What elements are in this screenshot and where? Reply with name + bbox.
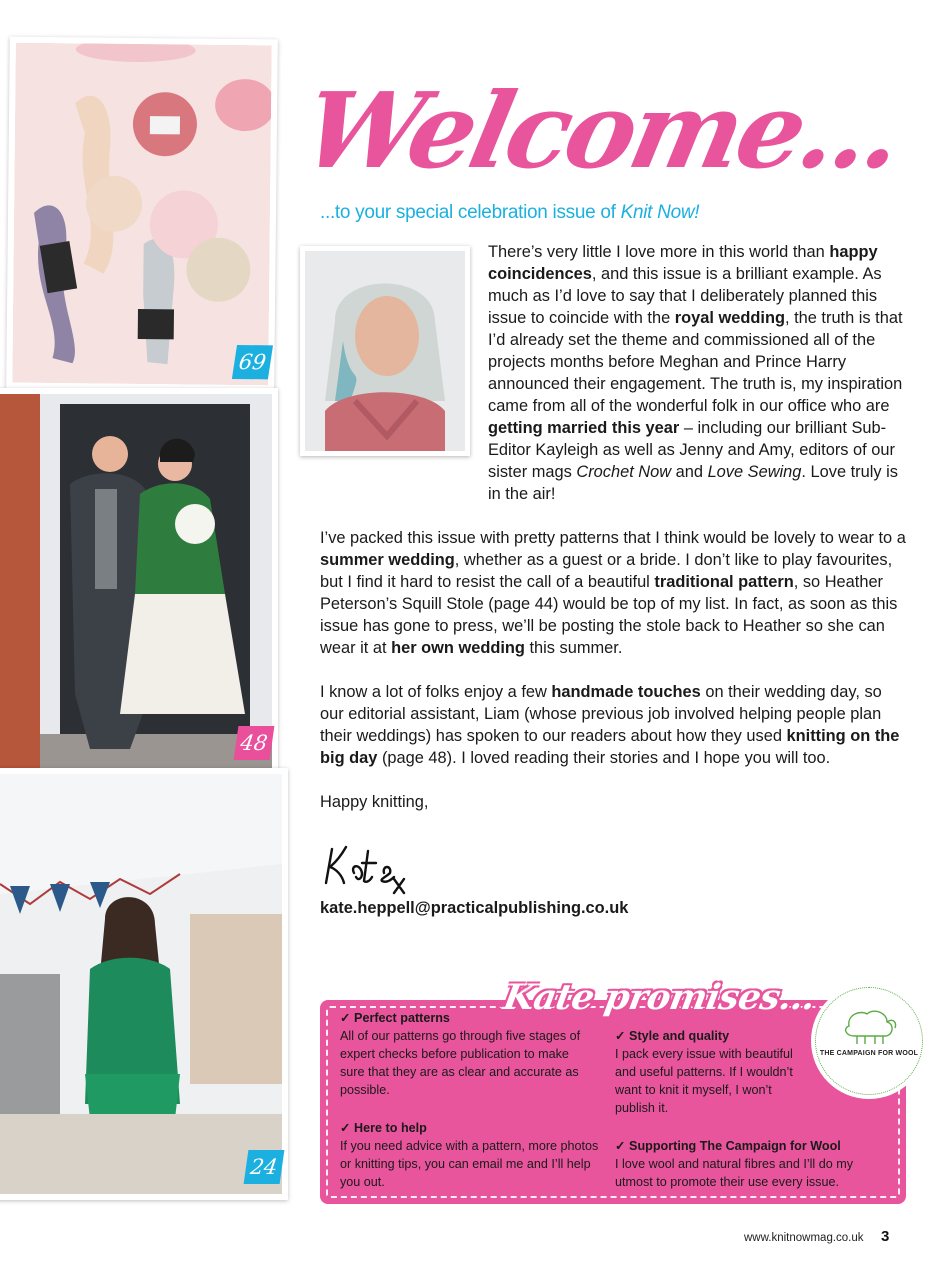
page-tag-24[interactable]: 24 — [244, 1150, 285, 1184]
page-number: 3 — [881, 1228, 890, 1245]
promises-title: Kate promises... — [500, 977, 819, 1018]
promise-text: All of our patterns go through five stages of expert checks before publication to make sure that they are as clear and accurate as possible. — [340, 1029, 581, 1097]
signature — [320, 835, 908, 897]
signature-drawing — [320, 835, 410, 895]
page-tag-48[interactable]: 48 — [234, 726, 275, 760]
yarn-photo — [6, 37, 278, 392]
letter-paragraph-2: I’ve packed this issue with pretty patterns that I think would be lovely to wear to a summer wedding, whether as a guest or a bride. I don’t like to play favourites, but I find it hard to resist the call of a beautiful traditional pattern, so Heather Peterson’s Squill Stole (page 44) would be top of my list. In fact, as soon as this issue has gone to press, we’ll be posting the stole back to Heather so she can wear it at her own wedding this summer. — [320, 529, 906, 657]
letter-paragraph-3: I know a lot of folks enjoy a few handmade touches on their wedding day, so our editorial assistant, Liam (whose previous job involved helping people plan their weddings) has spoken to our readers about how they used knitting on the big day (page 48). I loved reading their stories and I hope you will too. — [320, 683, 900, 767]
badge-label: THE CAMPAIGN FOR WOOL — [819, 1050, 919, 1057]
page-tag-69[interactable]: 69 — [232, 345, 273, 379]
promise-campaign-for-wool — [615, 1137, 885, 1191]
campaign-for-wool-badge[interactable] — [812, 984, 926, 1098]
sheep-icon — [839, 1004, 899, 1046]
editor-letter — [320, 241, 908, 919]
promise-heading: ✓ Style and quality — [615, 1029, 730, 1043]
promise-perfect-patterns — [340, 1009, 590, 1099]
letter-paragraph-1: There’s very little I love more in this world than happy coincidences, and this issue is a brilliant example. As much as I’d love to say that I deliberately planned this issue to coincide with the royal wedding, the truth is that I’d already set the theme and commissioned all of the projects months before Meghan and Prince Harry announced their engagement. The truth is, my inspiration came from all of the wonderful folk in our office who are getting married this year – including our brilliant Sub-Editor Kayleigh as well as Jenny and Amy, editors of our sister mags Crochet Now and Love Sewing. Love truly is in the air! — [488, 243, 903, 503]
footer-url[interactable]: www.knitnowmag.co.uk — [744, 1232, 864, 1244]
signoff: Happy knitting, — [320, 793, 429, 811]
promise-heading: ✓ Perfect patterns — [340, 1011, 450, 1025]
market-stall-photo — [0, 768, 288, 1200]
editor-email[interactable]: kate.heppell@practicalpublishing.co.uk — [320, 899, 629, 917]
promise-text: I love wool and natural fibres and I’ll do my utmost to promote their use every issue. — [615, 1157, 854, 1189]
page-title: Welcome... — [293, 69, 911, 192]
promise-text: If you need advice with a pattern, more photos or knitting tips, you can email me and I’ll help you out. — [340, 1139, 599, 1189]
subtitle — [320, 202, 699, 224]
promise-here-to-help — [340, 1119, 602, 1191]
promise-heading: ✓ Here to help — [340, 1121, 427, 1135]
subtitle-prefix: ...to your special celebration issue of — [320, 202, 616, 223]
promise-style-quality — [615, 1027, 815, 1117]
promise-text: I pack every issue with beautiful and useful patterns. If I wouldn’t want to knit it myself, I won’t publish it. — [615, 1047, 793, 1115]
wedding-photo — [0, 388, 278, 778]
promise-heading: ✓ Supporting The Campaign for Wool — [615, 1139, 841, 1153]
subtitle-magazine: Knit Now! — [620, 202, 700, 223]
